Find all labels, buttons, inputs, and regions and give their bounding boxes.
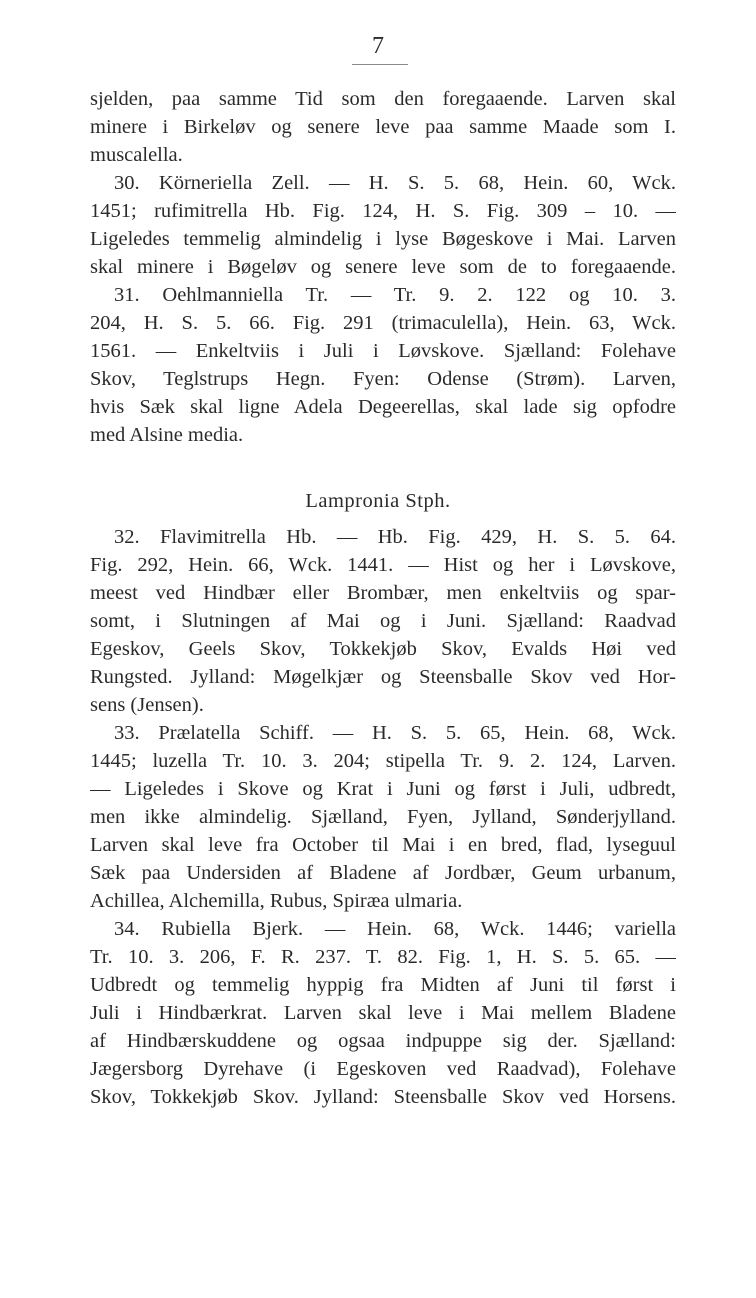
text-line: Juli i Hindbærkrat. Larven skal leve i Mai mellem Bladene [90, 1002, 676, 1024]
text-line: Ligeledes temmelig almindelig i lyse Bøgeskove i Mai. Larven [90, 228, 676, 250]
text-line: Skov, Teglstrups Hegn. Fyen: Odense (Strøm). Larven, [90, 368, 676, 390]
text-line: meest ved Hindbær eller Brombær, men enkeltviis og spar- [90, 582, 676, 604]
page-number-rule [352, 64, 408, 65]
text-line: muscalella. [90, 144, 183, 166]
entry-34-first-line: 34. Rubiella Bjerk. — Hein. 68, Wck. 1446; variella [114, 918, 676, 940]
text-line: Rungsted. Jylland: Møgelkjær og Steensballe Skov ved Hor- [90, 666, 676, 688]
text-line: Fig. 292, Hein. 66, Wck. 1441. — Hist og her i Løvskove, [90, 554, 676, 576]
text-line: Larven skal leve fra October til Mai i en bred, flad, lyseguul [90, 834, 676, 856]
text-line: Egeskov, Geels Skov, Tokkekjøb Skov, Evalds Høi ved [90, 638, 676, 660]
entry-31-first-line: 31. Oehlmanniella Tr. — Tr. 9. 2. 122 og 10. 3. [114, 284, 676, 306]
text-line: sens (Jensen). [90, 694, 204, 716]
text-line: Jægersborg Dyrehave (i Egeskoven ved Raadvad), Folehave [90, 1058, 676, 1080]
text-line: af Hindbærskuddene og ogsaa indpuppe sig der. Sjælland: [90, 1030, 676, 1052]
text-line: somt, i Slutningen af Mai og i Juni. Sjælland: Raadvad [90, 610, 676, 632]
page-number: 7 [372, 33, 384, 59]
text-line: minere i Birkeløv og senere leve paa samme Maade som I. [90, 116, 676, 138]
text-line: 1445; luzella Tr. 10. 3. 204; stipella Tr. 9. 2. 124, Larven. [90, 750, 676, 772]
text-line: Sæk paa Undersiden af Bladene af Jordbær, Geum urbanum, [90, 862, 676, 884]
text-line: 1561. — Enkeltviis i Juli i Løvskove. Sjælland: Folehave [90, 340, 676, 362]
text-line: med Alsine media. [90, 424, 244, 446]
text-line: hvis Sæk skal ligne Adela Degeerellas, skal lade sig opfodre [90, 396, 676, 418]
text-line: Achillea, Alchemilla, Rubus, Spiræa ulmaria. [90, 890, 463, 912]
text-line: Udbredt og temmelig hyppig fra Midten af Juni til først i [90, 974, 676, 996]
text-line: Tr. 10. 3. 206, F. R. 237. T. 82. Fig. 1, H. S. 5. 65. — [90, 946, 676, 968]
section-heading: Lampronia Stph. [305, 490, 451, 512]
text-line: skal minere i Bøgeløv og senere leve som de to foregaaende. [90, 256, 676, 278]
entry-33-first-line: 33. Prælatella Schiff. — H. S. 5. 65, Hein. 68, Wck. [114, 722, 676, 744]
text-line: — Ligeledes i Skove og Krat i Juni og først i Juli, udbredt, [90, 778, 676, 800]
entry-30-first-line: 30. Körneriella Zell. — H. S. 5. 68, Hein. 60, Wck. [114, 172, 676, 194]
text-line: 204, H. S. 5. 66. Fig. 291 (trimaculella), Hein. 63, Wck. [90, 312, 676, 334]
text-line: 1451; rufimitrella Hb. Fig. 124, H. S. Fig. 309 – 10. — [90, 200, 676, 222]
entry-32-first-line: 32. Flavimitrella Hb. — Hb. Fig. 429, H. S. 5. 64. [114, 526, 676, 548]
text-line: men ikke almindelig. Sjælland, Fyen, Jylland, Sønderjylland. [90, 806, 676, 828]
text-line: sjelden, paa samme Tid som den foregaaende. Larven skal [90, 88, 676, 110]
text-line: Skov, Tokkekjøb Skov. Jylland: Steensballe Skov ved Horsens. [90, 1086, 676, 1108]
